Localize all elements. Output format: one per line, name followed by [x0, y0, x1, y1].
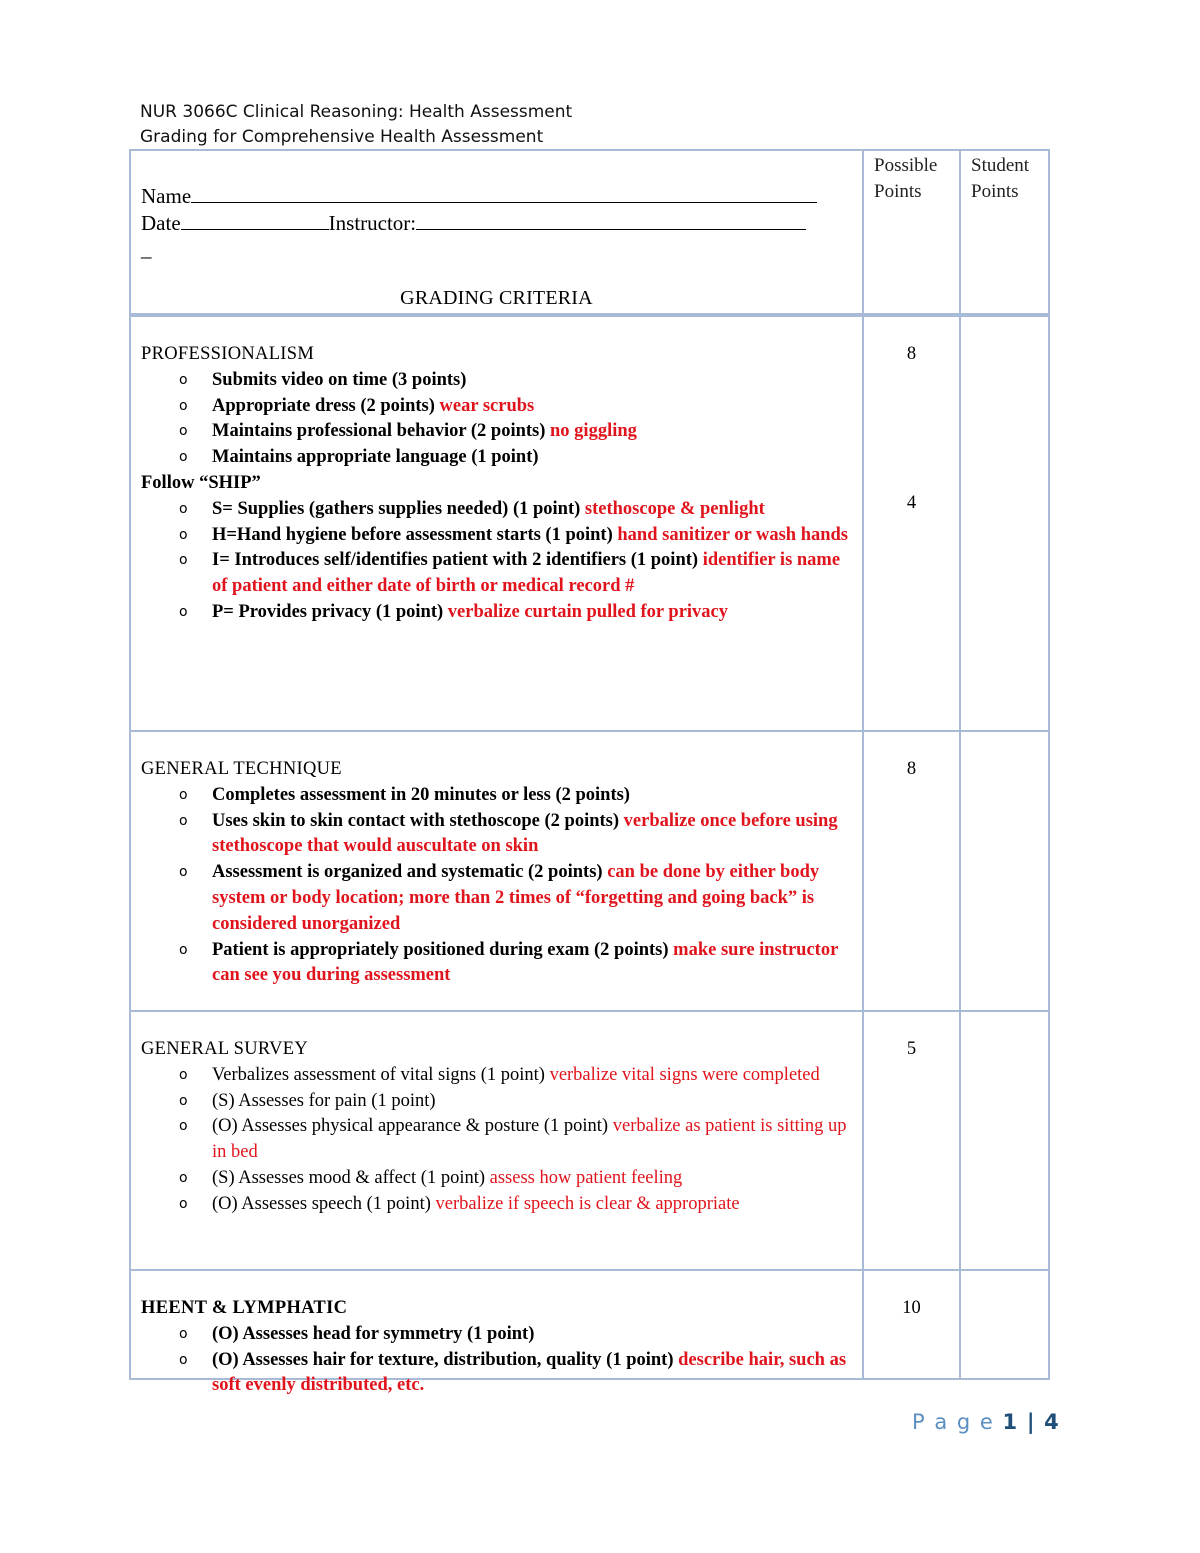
- list-item: [141, 1322, 852, 1348]
- criterion-text: H=Hand hygiene before assessment starts (1 point): [212, 524, 613, 545]
- general-technique-list: [141, 783, 852, 989]
- general-survey-points: 5: [906, 1039, 917, 1059]
- general-technique-criteria: [130, 731, 863, 1011]
- criterion-note: verbalize vital signs were completed: [549, 1064, 820, 1085]
- general-technique-row: [130, 731, 1049, 1011]
- hollow-circle-bullet-icon: o: [179, 500, 188, 517]
- instructor-label: Instructor:: [328, 211, 417, 235]
- hollow-circle-bullet-icon: o: [179, 864, 188, 881]
- list-item: [141, 445, 852, 471]
- heent-possible-points: [863, 1270, 960, 1379]
- list-item: [141, 1166, 852, 1192]
- criterion-text: (O) Assesses hair for texture, distribution, quality (1 point): [212, 1349, 674, 1370]
- criterion-note: no giggling: [550, 421, 637, 442]
- criterion-text: (S) Assesses for pain (1 point): [212, 1090, 436, 1111]
- date-label: Date: [141, 211, 181, 235]
- professionalism-points: 8: [906, 344, 917, 364]
- name-date-cell: [130, 150, 863, 315]
- list-item: [141, 1089, 852, 1115]
- grading-criteria-title: GRADING CRITERIA: [400, 287, 593, 309]
- list-item: [141, 1063, 852, 1089]
- list-item: [141, 368, 852, 394]
- ship-list: [141, 497, 852, 626]
- ship-title: Follow “SHIP”: [141, 472, 261, 493]
- general-survey-row: [130, 1011, 1049, 1270]
- hollow-circle-bullet-icon: o: [179, 397, 188, 414]
- dash-line: _: [141, 237, 152, 261]
- criterion-text: Patient is appropriately positioned during exam (2 points): [212, 939, 669, 960]
- criterion-text: S= Supplies (gathers supplies needed) (1 point): [212, 498, 581, 519]
- criterion-text: Assessment is organized and systematic (2 points): [212, 862, 603, 883]
- hollow-circle-bullet-icon: o: [179, 1118, 188, 1135]
- date-instructor-line: [141, 209, 806, 236]
- hollow-circle-bullet-icon: o: [179, 812, 188, 829]
- heent-list: [141, 1322, 852, 1399]
- heent-title: HEENT & LYMPHATIC: [141, 1298, 348, 1318]
- general-survey-title: GENERAL SURVEY: [141, 1039, 308, 1059]
- list-item: [141, 394, 852, 420]
- hollow-circle-bullet-icon: o: [179, 423, 188, 440]
- general-technique-title: GENERAL TECHNIQUE: [141, 759, 342, 779]
- criterion-text: Uses skin to skin contact with stethoscope (2 points): [212, 810, 620, 831]
- list-item: [141, 1348, 852, 1400]
- professionalism-title: PROFESSIONALISM: [141, 344, 315, 364]
- page-separator: |: [1026, 1410, 1036, 1434]
- hollow-circle-bullet-icon: o: [179, 449, 188, 466]
- professionalism-student-points[interactable]: [960, 315, 1049, 731]
- heent-points: 10: [902, 1298, 921, 1318]
- list-item: [141, 1192, 852, 1218]
- hollow-circle-bullet-icon: o: [179, 1169, 188, 1186]
- general-survey-possible-points: [863, 1011, 960, 1270]
- student-points-header: Student Points: [960, 150, 1049, 315]
- ship-points: 4: [906, 493, 917, 513]
- hollow-circle-bullet-icon: o: [179, 1195, 188, 1212]
- hollow-circle-bullet-icon: o: [179, 1066, 188, 1083]
- list-item: [141, 783, 852, 809]
- criterion-note: verbalize once before using stethoscope that would auscultate on skin: [212, 810, 838, 857]
- criterion-text: (O) Assesses speech (1 point): [212, 1193, 431, 1214]
- list-item: [141, 809, 852, 861]
- list-item: [141, 600, 852, 626]
- document-header: [140, 100, 572, 150]
- criterion-note: assess how patient feeling: [489, 1167, 683, 1188]
- criterion-text: P= Provides privacy (1 point): [212, 601, 444, 622]
- criterion-note: verbalize if speech is clear & appropriate: [435, 1193, 740, 1214]
- criterion-text: (O) Assesses physical appearance & posture (1 point): [212, 1116, 609, 1137]
- list-item: [141, 860, 852, 937]
- possible-points-header: Possible Points: [863, 150, 960, 315]
- page-total: 4: [1044, 1410, 1061, 1434]
- criterion-text: Appropriate dress (2 points): [212, 395, 435, 416]
- list-item: [141, 1114, 852, 1166]
- hollow-circle-bullet-icon: o: [179, 1092, 188, 1109]
- criterion-note: make sure instructor can see you during assessment: [212, 939, 838, 986]
- hollow-circle-bullet-icon: o: [179, 526, 188, 543]
- hollow-circle-bullet-icon: o: [179, 1351, 188, 1368]
- list-item: [141, 419, 852, 445]
- criterion-note: can be done by either body system or body location; more than 2 times of “forgetting and going back” is considered unorganized: [212, 862, 820, 934]
- hollow-circle-bullet-icon: o: [179, 371, 188, 388]
- criterion-text: Verbalizes assessment of vital signs (1 point): [212, 1064, 545, 1085]
- criterion-text: I= Introduces self/identifies patient with 2 identifiers (1 point): [212, 550, 699, 571]
- list-item: [141, 497, 852, 523]
- table-header-row: [130, 150, 1049, 315]
- page-footer: [912, 1410, 1060, 1434]
- name-label: Name: [141, 184, 192, 208]
- criterion-text: Submits video on time (3 points): [212, 369, 467, 390]
- general-technique-possible-points: [863, 731, 960, 1011]
- criterion-text: Maintains professional behavior (2 points): [212, 421, 546, 442]
- criterion-note: stethoscope & penlight: [584, 498, 765, 519]
- page-number: 1: [1002, 1410, 1019, 1434]
- criterion-note: verbalize as patient is sitting up in bed: [212, 1116, 847, 1163]
- list-item: [141, 938, 852, 990]
- general-technique-points: 8: [906, 759, 917, 779]
- criterion-text: (S) Assesses mood & affect (1 point): [212, 1167, 486, 1188]
- heent-student-points[interactable]: [960, 1270, 1049, 1379]
- heent-criteria: [130, 1270, 863, 1396]
- hollow-circle-bullet-icon: o: [179, 1325, 188, 1342]
- criterion-text: Maintains appropriate language (1 point): [212, 447, 539, 468]
- criterion-note: describe hair, such as soft evenly distributed, etc.: [212, 1349, 847, 1396]
- general-survey-criteria: [130, 1011, 863, 1270]
- professionalism-criteria: [130, 315, 863, 731]
- criterion-text: (O) Assesses head for symmetry (1 point): [212, 1323, 535, 1344]
- professionalism-row: [130, 315, 1049, 731]
- hollow-circle-bullet-icon: o: [179, 552, 188, 569]
- name-blank[interactable]: [191, 182, 817, 203]
- heent-row: [130, 1270, 1049, 1379]
- criterion-note: wear scrubs: [439, 395, 535, 416]
- general-survey-student-points[interactable]: [960, 1011, 1049, 1270]
- list-item: [141, 548, 852, 600]
- general-survey-list: [141, 1063, 852, 1218]
- instructor-blank[interactable]: [416, 209, 806, 230]
- professionalism-possible-points: [863, 315, 960, 731]
- name-line: [141, 182, 817, 209]
- course-title: NUR 3066C Clinical Reasoning: Health Assessment: [140, 102, 573, 122]
- hollow-circle-bullet-icon: o: [179, 941, 188, 958]
- date-blank[interactable]: [181, 209, 329, 230]
- professionalism-list: [141, 368, 852, 471]
- grading-rubric-table: [129, 149, 1050, 1396]
- criterion-note: verbalize curtain pulled for privacy: [447, 601, 729, 622]
- criterion-note: hand sanitizer or wash hands: [617, 524, 849, 545]
- page-word: P a g e: [912, 1410, 995, 1434]
- general-technique-student-points[interactable]: [960, 731, 1049, 1011]
- criterion-note: identifier is name of patient and either date of birth or medical record #: [212, 550, 841, 597]
- hollow-circle-bullet-icon: o: [179, 603, 188, 620]
- list-item: [141, 523, 852, 549]
- criterion-text: Completes assessment in 20 minutes or less (2 points): [212, 784, 630, 805]
- hollow-circle-bullet-icon: o: [179, 786, 188, 803]
- document-subtitle: Grading for Comprehensive Health Assessment: [140, 127, 544, 147]
